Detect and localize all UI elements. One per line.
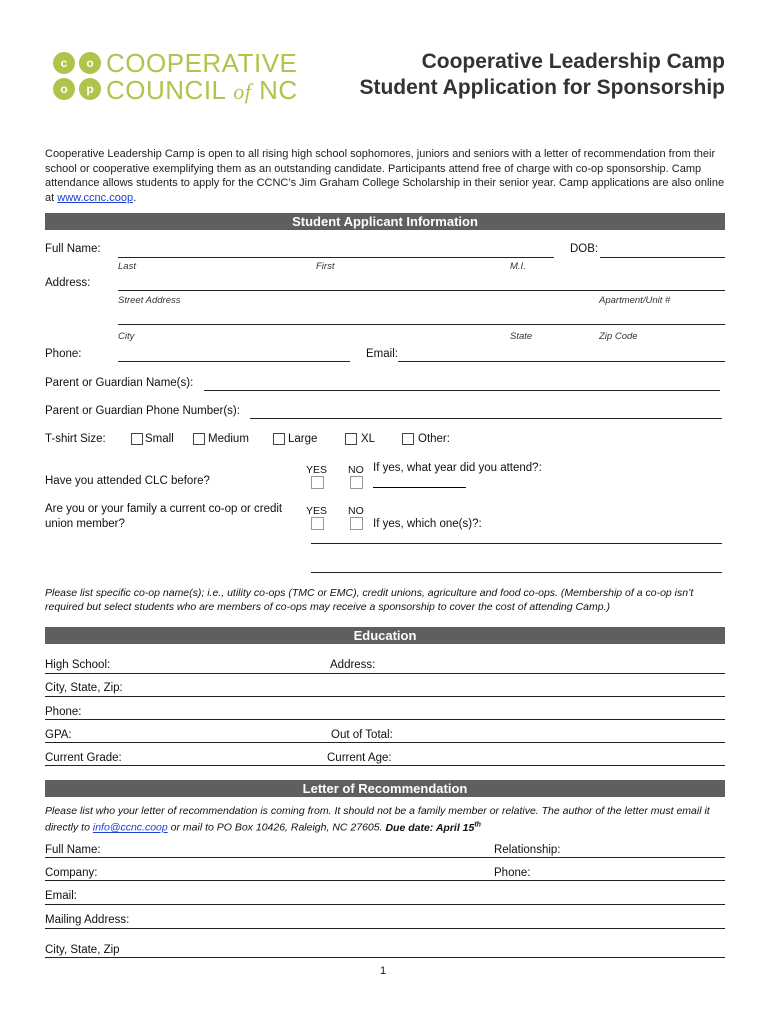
letter-note xyxy=(45,804,727,835)
logo-nc: NC xyxy=(259,75,298,105)
phone-line[interactable] xyxy=(118,361,350,362)
due-date-sup: th xyxy=(474,821,481,828)
rec-company-line[interactable] xyxy=(45,880,725,881)
logo-dot-p: p xyxy=(79,78,101,100)
attended-followup: If yes, what year did you attend?: xyxy=(373,462,542,474)
attended-no-checkbox[interactable] xyxy=(350,476,363,489)
city-line[interactable] xyxy=(118,324,725,325)
current-grade-label: Current Grade: xyxy=(45,752,122,764)
page-subtitle: Student Application for Sponsorship xyxy=(359,76,725,99)
zip-sublabel: Zip Code xyxy=(599,331,638,342)
member-followup: If yes, which one(s)?: xyxy=(373,518,482,530)
intro-paragraph xyxy=(45,147,727,205)
logo-of: of xyxy=(233,79,252,104)
phone-label: Phone: xyxy=(45,348,82,360)
school-city-label: City, State, Zip: xyxy=(45,682,123,694)
school-phone-label: Phone: xyxy=(45,706,82,718)
rec-phone-label: Phone: xyxy=(494,867,531,879)
email-label: Email: xyxy=(366,348,398,360)
email-line[interactable] xyxy=(398,361,725,362)
logo-line1: COOPERATIVE xyxy=(106,48,298,78)
parent-name-label: Parent or Guardian Name(s): xyxy=(45,377,194,389)
section-student-header: Student Applicant Information xyxy=(45,213,725,230)
member-which-line-1[interactable] xyxy=(311,543,722,544)
size-other-checkbox[interactable] xyxy=(402,433,414,445)
yes-label-2: YES xyxy=(306,505,328,517)
letter-note-text1: Please list who your letter of recommendation is coming from. It should not be a family member or relative. The author of the letter must email it directly to xyxy=(45,805,710,834)
size-other-label: Other: xyxy=(418,433,450,445)
attended-question: Have you attended CLC before? xyxy=(45,475,210,487)
full-name-line[interactable] xyxy=(118,257,554,258)
parent-name-line[interactable] xyxy=(204,390,720,391)
address-label: Address: xyxy=(45,277,91,289)
size-xl-checkbox[interactable] xyxy=(345,433,357,445)
section-letter-header: Letter of Recommendation xyxy=(45,780,725,797)
attended-year-line[interactable] xyxy=(373,487,466,488)
school-city-line[interactable] xyxy=(45,696,725,697)
page-number: 1 xyxy=(380,965,387,977)
size-large-checkbox[interactable] xyxy=(273,433,285,445)
parent-phone-label: Parent or Guardian Phone Number(s): xyxy=(45,405,240,417)
logo-line2 xyxy=(106,76,298,106)
rec-city-label: City, State, Zip xyxy=(45,944,120,956)
rec-full-name-label: Full Name: xyxy=(45,844,101,856)
logo-council: COUNCIL xyxy=(106,75,226,105)
rec-relationship-label: Relationship: xyxy=(494,844,561,856)
yes-label-1: YES xyxy=(306,464,328,476)
page-title: Cooperative Leadership Camp xyxy=(421,50,725,73)
high-school-line[interactable] xyxy=(45,673,725,674)
member-yes-checkbox[interactable] xyxy=(311,517,324,530)
parent-phone-line[interactable] xyxy=(250,418,722,419)
rec-email-label: Email: xyxy=(45,890,77,902)
size-medium-label: Medium xyxy=(208,433,249,445)
due-date-text: Due date: April 15 xyxy=(385,821,475,834)
size-small-checkbox[interactable] xyxy=(131,433,143,445)
logo-dot-o2: o xyxy=(53,78,75,100)
intro-end: . xyxy=(133,191,137,204)
full-name-label: Full Name: xyxy=(45,243,101,255)
rec-mailing-line[interactable] xyxy=(45,928,725,929)
city-sublabel: City xyxy=(118,331,135,342)
size-small-label: Small xyxy=(145,433,174,445)
mi-sublabel: M.I. xyxy=(510,261,526,272)
grade-line[interactable] xyxy=(45,765,725,766)
current-age-label: Current Age: xyxy=(327,752,392,764)
member-no-checkbox[interactable] xyxy=(350,517,363,530)
size-medium-checkbox[interactable] xyxy=(193,433,205,445)
member-question-line2: union member? xyxy=(45,518,125,530)
out-of-total-label: Out of Total: xyxy=(331,729,393,741)
gpa-line[interactable] xyxy=(45,742,725,743)
dob-line[interactable] xyxy=(600,257,725,258)
rec-city-line[interactable] xyxy=(45,957,725,958)
state-sublabel: State xyxy=(510,331,533,342)
member-which-line-2[interactable] xyxy=(311,572,722,573)
high-school-label: High School: xyxy=(45,659,111,671)
school-address-label: Address: xyxy=(330,659,376,671)
first-sublabel: First xyxy=(316,261,335,272)
street-line[interactable] xyxy=(118,290,725,291)
street-sublabel: Street Address xyxy=(118,295,181,306)
intro-text: Cooperative Leadership Camp is open to all rising high school sophomores, juniors and seniors with a letter of recommendation from their school or cooperative exemplifying them as an outstanding candidate. Participants attend free of charge with co-op sponsorship. Camp attendance allows students to apply for the CCNC’s Jim Graham College Scholarship in their senior year. Camp applications are also online at xyxy=(45,148,725,204)
info-email-link[interactable]: info@ccnc.coop xyxy=(92,821,168,834)
gpa-label: GPA: xyxy=(45,729,72,741)
rec-name-line[interactable] xyxy=(45,857,725,858)
member-note: Please list specific co-op name(s); i.e., utility co-ops (TMC or EMC), credit unions, agriculture and food co-ops. (Membership of a co-op isn’t required but select students who are members of co-ops may receive a sponsorship to cover the cost of attending Camp.) xyxy=(45,587,694,613)
rec-email-line[interactable] xyxy=(45,904,725,905)
member-question-line1: Are you or your family a current co-op or credit xyxy=(45,503,283,515)
size-large-label: Large xyxy=(288,433,318,445)
section-education-header: Education xyxy=(45,627,725,644)
rec-mailing-label: Mailing Address: xyxy=(45,914,130,926)
no-label-1: NO xyxy=(348,464,364,476)
letter-note-text2: or mail to PO Box 10426, Raleigh, NC 27605. xyxy=(170,821,383,834)
due-date xyxy=(385,822,481,834)
dob-label: DOB: xyxy=(570,243,599,255)
school-phone-line[interactable] xyxy=(45,719,725,720)
apt-sublabel: Apartment/Unit # xyxy=(599,295,671,306)
attended-yes-checkbox[interactable] xyxy=(311,476,324,489)
tshirt-label: T-shirt Size: xyxy=(45,433,106,445)
last-sublabel: Last xyxy=(118,261,136,272)
logo-dot-o: o xyxy=(79,52,101,74)
size-xl-label: XL xyxy=(361,433,376,445)
logo-dot-c: c xyxy=(53,52,75,74)
no-label-2: NO xyxy=(348,505,364,517)
website-link[interactable]: www.ccnc.coop xyxy=(57,191,134,204)
rec-company-label: Company: xyxy=(45,867,98,879)
